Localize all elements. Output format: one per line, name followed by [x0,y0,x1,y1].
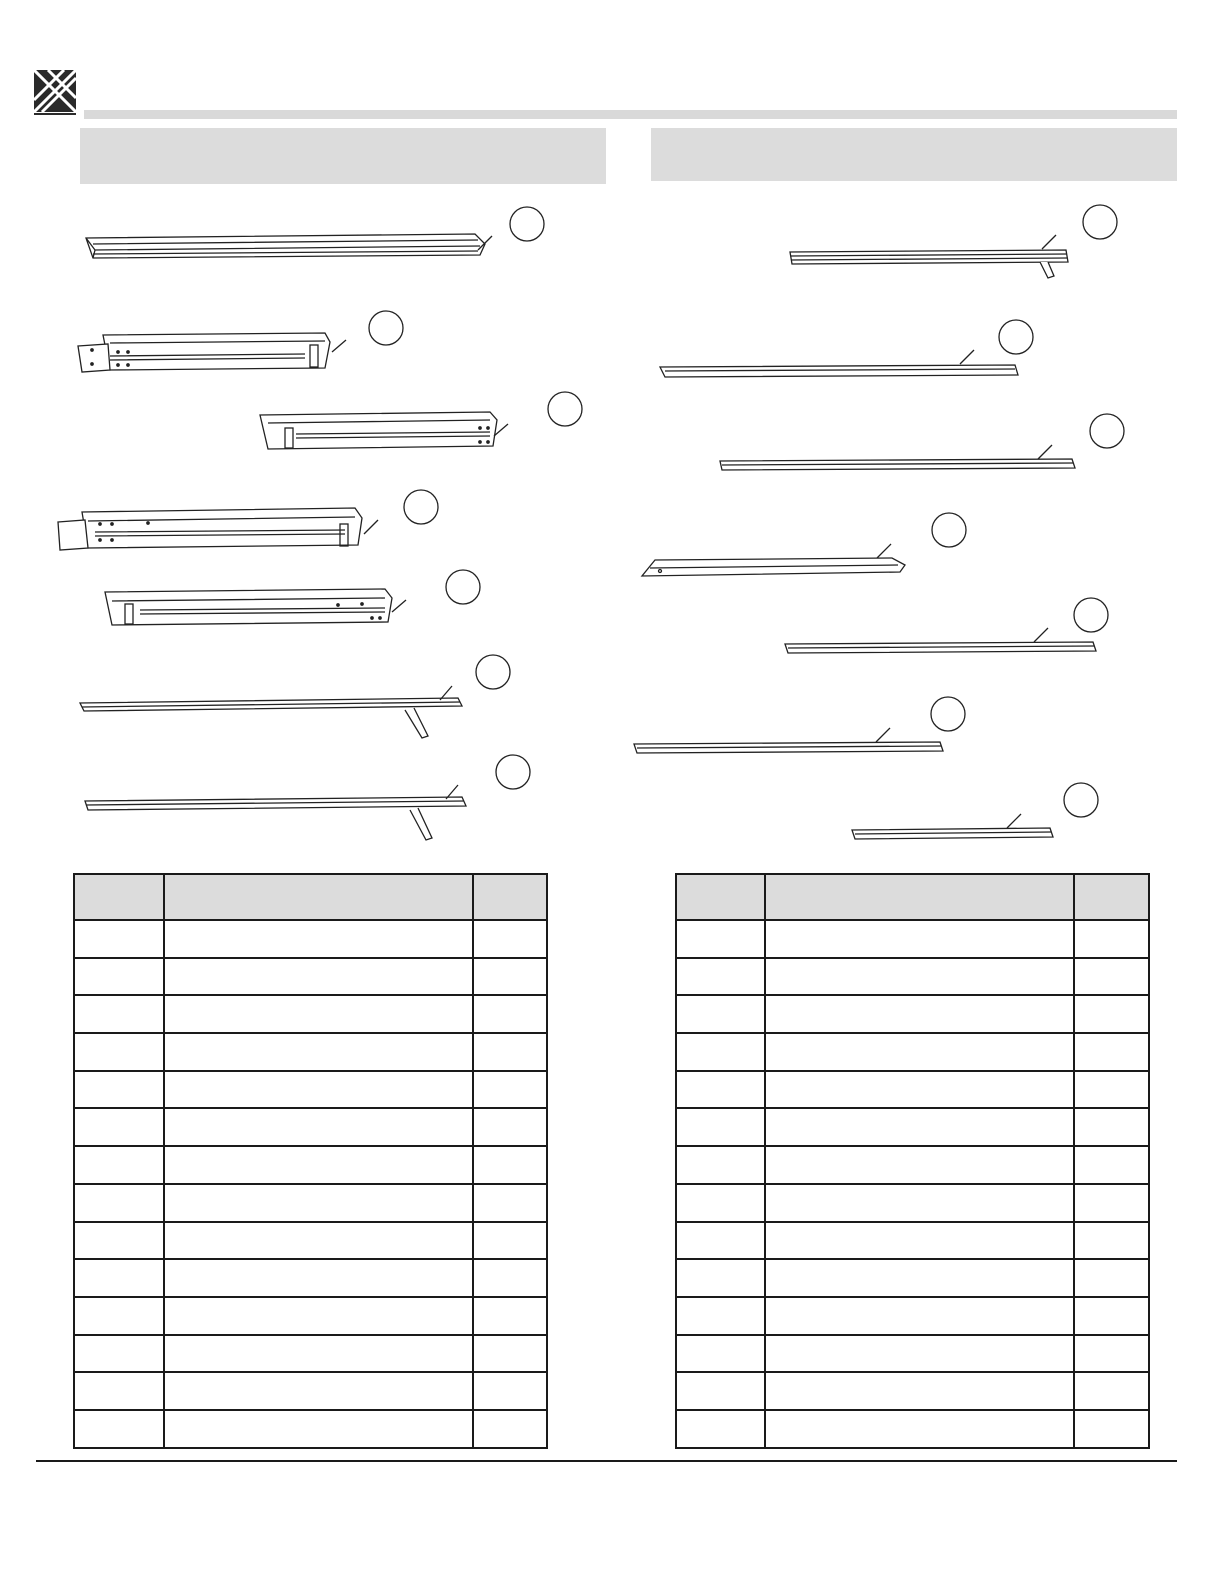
part-illustration-left-4 [58,490,438,550]
cell-qty [1074,995,1149,1033]
part-illustration-left-6 [80,655,510,738]
cell-key [74,1410,164,1448]
cell-key [676,1071,765,1109]
cell-qty [473,1297,547,1335]
table-row [676,1033,1149,1071]
cell-qty [473,958,547,996]
cell-key [676,1222,765,1260]
part-illustration-right-4 [642,513,966,576]
cell-description [765,1071,1074,1109]
cell-key [676,1335,765,1373]
cell-key [74,1222,164,1260]
table-row [676,1297,1149,1335]
cell-key [74,1146,164,1184]
table-row [676,1335,1149,1373]
cell-description [765,1410,1074,1448]
table-row [676,920,1149,958]
cell-key [676,1108,765,1146]
table-row [74,1335,547,1373]
cell-description [164,958,473,996]
cell-qty [1074,1335,1149,1373]
cell-key [676,1372,765,1410]
table-header-row [74,874,547,920]
parts-table-right [675,873,1150,1449]
cell-description [765,958,1074,996]
cell-key [74,1184,164,1222]
cell-description [164,1259,473,1297]
cell-description [765,1372,1074,1410]
cell-key [74,958,164,996]
cell-description [164,1335,473,1373]
cell-key [74,1297,164,1335]
cell-qty [1074,1033,1149,1071]
parts-table-left [73,873,548,1449]
cell-qty [1074,920,1149,958]
column-header-description [164,874,473,920]
cell-description [765,1297,1074,1335]
cell-qty [473,920,547,958]
cell-qty [473,1033,547,1071]
cell-description [164,1033,473,1071]
cell-qty [473,1259,547,1297]
cell-qty [1074,1222,1149,1260]
cell-description [765,1033,1074,1071]
cell-key [676,1033,765,1071]
cell-qty [473,1108,547,1146]
cell-qty [1074,1108,1149,1146]
table-row [676,1259,1149,1297]
cell-key [74,1071,164,1109]
cell-description [765,1108,1074,1146]
table-row [676,995,1149,1033]
cell-qty [1074,1372,1149,1410]
cell-description [164,1108,473,1146]
cell-description [765,1335,1074,1373]
cell-qty [473,1335,547,1373]
cell-qty [473,1071,547,1109]
table-row [676,1410,1149,1448]
table-row [74,1108,547,1146]
cell-description [164,1410,473,1448]
cell-qty [1074,1259,1149,1297]
table-row [74,1222,547,1260]
cell-description [765,995,1074,1033]
cell-qty [473,1372,547,1410]
table-row [74,1071,547,1109]
cell-key [676,1184,765,1222]
table-row [74,1259,547,1297]
cell-description [164,1184,473,1222]
table-row [74,1372,547,1410]
cell-description [765,1184,1074,1222]
cell-key [676,1259,765,1297]
part-illustration-left-1 [86,207,544,258]
table-row [676,1108,1149,1146]
cell-key [74,920,164,958]
cell-description [164,920,473,958]
part-illustration-right-7 [852,783,1098,839]
cell-qty [473,1146,547,1184]
table-row [74,1297,547,1335]
column-header-qty [473,874,547,920]
cell-description [765,1259,1074,1297]
column-header-key [676,874,765,920]
cell-qty [1074,1297,1149,1335]
column-header-key [74,874,164,920]
table-row [676,1184,1149,1222]
cell-key [74,995,164,1033]
cell-key [676,920,765,958]
cell-qty [1074,1071,1149,1109]
cell-key [74,1372,164,1410]
table-row [74,995,547,1033]
table-row [74,1410,547,1448]
cell-key [676,958,765,996]
cell-key [74,1259,164,1297]
cell-description [765,1146,1074,1184]
cell-qty [1074,1184,1149,1222]
cell-qty [1074,1410,1149,1448]
cell-qty [473,1410,547,1448]
table-row [676,1222,1149,1260]
cell-qty [1074,1146,1149,1184]
table-row [74,958,547,996]
table-row [676,1071,1149,1109]
cell-qty [473,995,547,1033]
cell-description [765,1222,1074,1260]
table-row [676,1146,1149,1184]
cell-description [164,1146,473,1184]
table-row [74,1033,547,1071]
cell-qty [473,1184,547,1222]
footer-rule [36,1460,1177,1462]
cell-description [164,1297,473,1335]
part-illustration-right-3 [720,414,1124,470]
cell-description [164,1372,473,1410]
table-row [676,958,1149,996]
column-header-description [765,874,1074,920]
cell-key [676,1410,765,1448]
cell-key [74,1335,164,1373]
part-illustration-right-1 [790,205,1117,278]
cell-description [164,995,473,1033]
table-row [74,1184,547,1222]
cell-qty [473,1222,547,1260]
cell-key [74,1033,164,1071]
cell-key [676,1297,765,1335]
part-illustration-left-5 [105,570,480,625]
cell-qty [1074,958,1149,996]
column-header-qty [1074,874,1149,920]
cell-description [765,920,1074,958]
cell-description [164,1071,473,1109]
part-illustration-right-2 [660,320,1033,377]
cell-key [676,995,765,1033]
table-header-row [676,874,1149,920]
part-illustration-left-3 [260,392,582,449]
part-illustration-left-7 [85,755,530,840]
cell-key [676,1146,765,1184]
cell-description [164,1222,473,1260]
table-row [74,1146,547,1184]
part-illustration-left-2 [78,311,403,372]
cell-key [74,1108,164,1146]
table-row [676,1372,1149,1410]
table-row [74,920,547,958]
part-illustration-right-6 [634,697,965,753]
part-illustration-right-5 [785,598,1108,653]
